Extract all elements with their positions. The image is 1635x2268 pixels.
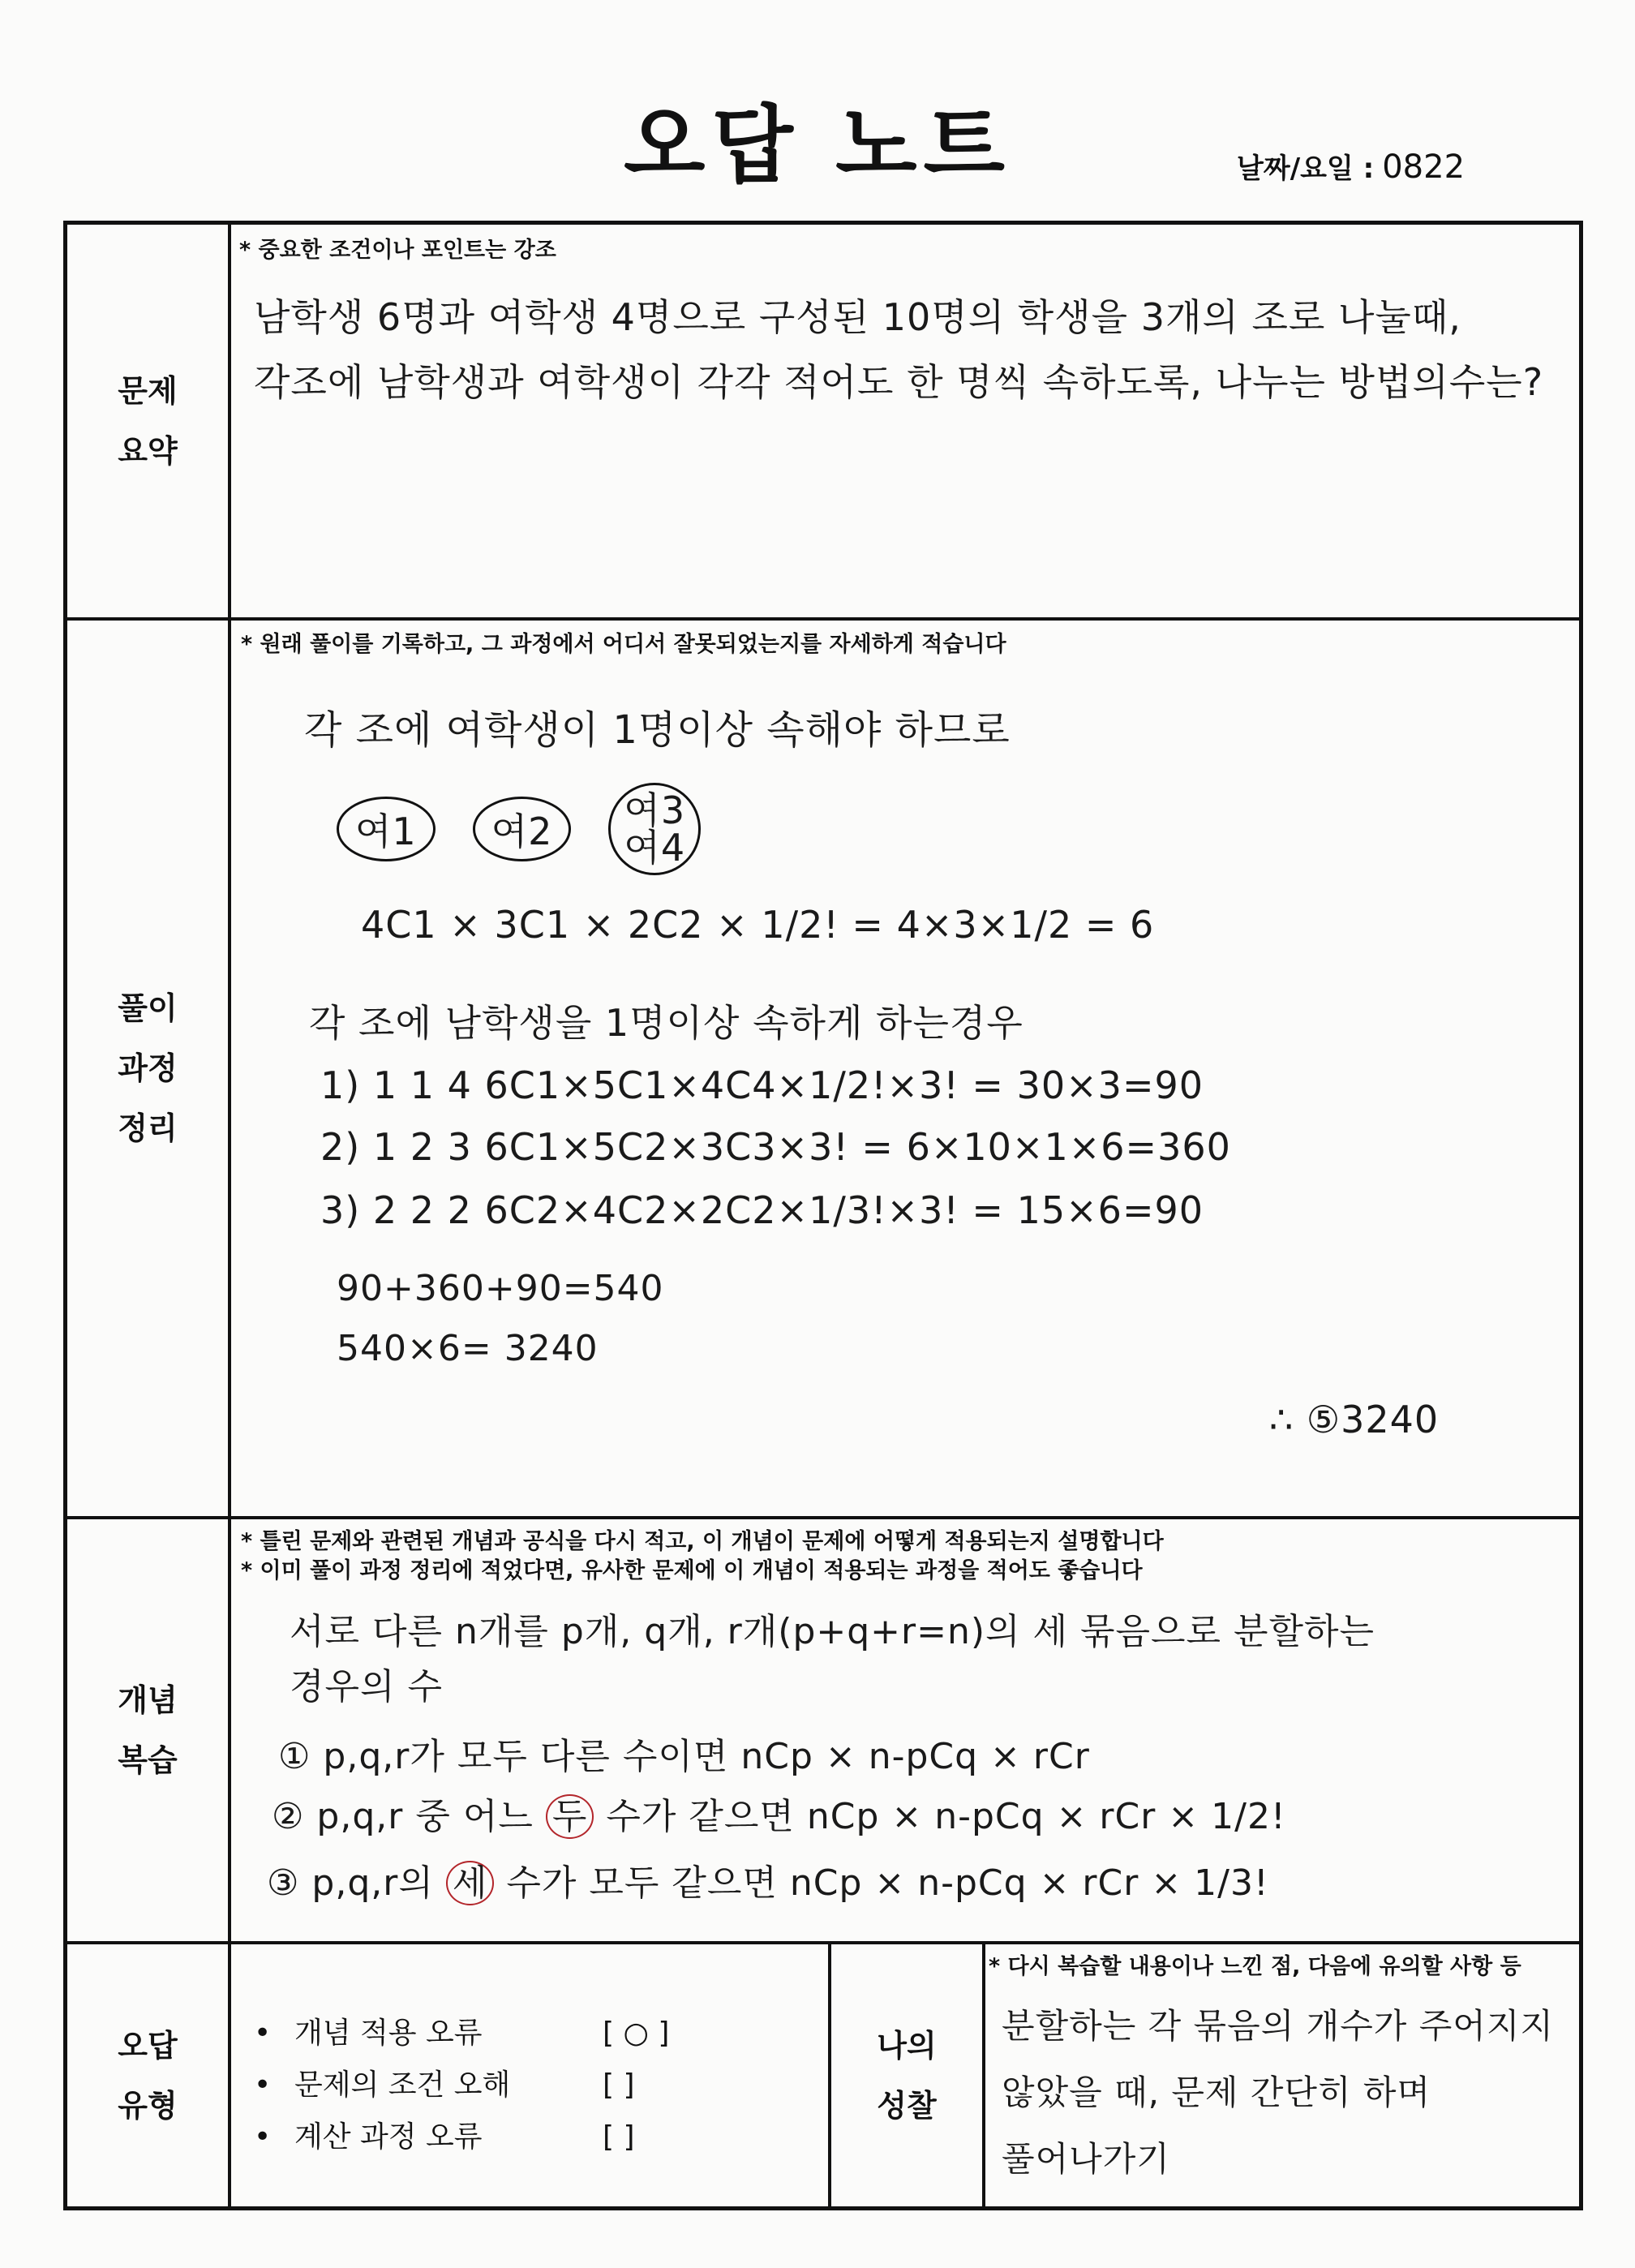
- column-divider: [982, 1944, 985, 2206]
- solution-content: [231, 621, 1579, 1516]
- concept-content: [231, 1519, 1579, 1941]
- solution-line-2: 각 조에 남학생을 1명이상 속하게 하는경우: [309, 1001, 1023, 1045]
- concept-item-2: [272, 1787, 1286, 1839]
- reflection-hint: * 다시 복습할 내용이나 느낀 점, 다음에 유의할 사항 등: [989, 1954, 1521, 1979]
- solution-label: [67, 621, 231, 1516]
- problem-label: [67, 225, 231, 617]
- concept-line-2: 경우의 수: [290, 1666, 444, 1707]
- solution-label-2: 과정: [118, 1050, 178, 1086]
- group-diagram: [337, 783, 738, 875]
- error-type-text: 개념 적용 오류: [294, 2017, 483, 2050]
- concept-label-top: 개념: [118, 1682, 178, 1718]
- error-type-label-top: 오답: [118, 2027, 178, 2064]
- reflection-line-1: 분할하는 각 묶음의 개수가 주어지지: [1002, 2006, 1554, 2046]
- problem-label-bottom: 요약: [118, 433, 178, 469]
- date-field: [1237, 146, 1465, 186]
- concept-line-1: 서로 다른 n개를 p개, q개, r개(p+q+r=n)의 세 묶음으로 분할하는: [290, 1611, 1375, 1652]
- case-line-1: 1) 1 1 4 6C1×5C1×4C4×1/2!×3! = 30×3=90: [320, 1063, 1204, 1107]
- solution-label-3: 정리: [118, 1110, 178, 1146]
- concept-item-2-circled: 두: [546, 1794, 594, 1839]
- group-circle-2: 여2: [473, 797, 572, 861]
- error-type-text: 문제의 조건 오해: [294, 2068, 511, 2102]
- problem-line-2: 각조에 남학생과 여학생이 각각 적어도 한 명씩 속하도록, 나누는 방법의수는?: [254, 360, 1544, 404]
- error-type-item: [254, 2060, 669, 2111]
- concept-label: [67, 1519, 231, 1941]
- group-circle-3: [608, 783, 701, 875]
- group-circle-3-top: 여3: [624, 788, 686, 832]
- problem-content: [231, 225, 1579, 617]
- error-type-label: [67, 1944, 231, 2206]
- reflection-line-2: 않았을 때, 문제 간단히 하며: [1002, 2073, 1431, 2112]
- problem-section: [67, 225, 1579, 621]
- concept-item-3: [267, 1853, 1269, 1905]
- error-reflection-section: [67, 1944, 1579, 2206]
- concept-item-2-post: 수가 같으면 nCp × n-pCq × rCr × 1/2!: [606, 1796, 1286, 1837]
- concept-item-3-post: 수가 모두 같으면 nCp × n-pCq × rCr × 1/3!: [506, 1862, 1269, 1904]
- concept-item-3-circled: 세: [446, 1861, 495, 1905]
- concept-hint-1: * 틀린 문제와 관련된 개념과 공식을 다시 적고, 이 개념이 문제에 어떻게 적용되는지 설명합니다: [241, 1529, 1164, 1554]
- error-type-checkbox[interactable]: [ ]: [603, 2068, 635, 2102]
- solution-line-1: 각 조에 여학생이 1명이상 속해야 하므로: [304, 707, 1011, 753]
- concept-item-3-pre: ③ p,q,r의: [267, 1862, 434, 1904]
- reflection-label-bottom: 성찰: [877, 2087, 937, 2124]
- problem-label-top: 문제: [118, 373, 178, 409]
- concept-section: [67, 1519, 1579, 1944]
- solution-label-1: 풀이: [118, 990, 178, 1026]
- concept-label-bottom: 복습: [118, 1742, 178, 1778]
- group-circle-1: 여1: [337, 797, 436, 861]
- final-answer: ∴ ⑤3240: [1269, 1398, 1440, 1441]
- page-title: 오답 노트: [623, 96, 1012, 195]
- total-line: 540×6= 3240: [337, 1328, 599, 1369]
- note-sheet: [63, 221, 1583, 2210]
- reflection-label: [831, 1944, 982, 2206]
- bullet: •: [254, 2068, 272, 2102]
- bullet: •: [254, 2120, 272, 2154]
- problem-line-1: 남학생 6명과 여학생 4명으로 구성된 10명의 학생을 3개의 조로 나눌때,: [254, 295, 1461, 339]
- reflection-line-3: 풀어나가기: [1002, 2139, 1170, 2179]
- group-circle-3-bottom: 여4: [624, 826, 686, 870]
- solution-hint: * 원래 풀이를 기록하고, 그 과정에서 어디서 잘못되었는지를 자세하게 적습니다: [241, 632, 1006, 657]
- error-type-item: [254, 2111, 669, 2163]
- error-type-checkbox[interactable]: [ ○ ]: [603, 2017, 670, 2050]
- reflection-label-top: 나의: [877, 2027, 937, 2064]
- date-value: 0822: [1382, 148, 1465, 186]
- error-type-content: [231, 1944, 1579, 2206]
- problem-hint: * 중요한 조건이나 포인트는 강조: [239, 238, 556, 263]
- concept-hint-2: * 이미 풀이 과정 정리에 적었다면, 유사한 문제에 이 개념이 적용되는 과정을 적어도 좋습니다: [241, 1558, 1143, 1583]
- solution-section: [67, 621, 1579, 1519]
- case-line-3: 3) 2 2 2 6C2×4C2×2C2×1/3!×3! = 15×6=90: [320, 1188, 1204, 1232]
- concept-item-1: ① p,q,r가 모두 다른 수이면 nCp × n-pCq × rCr: [278, 1736, 1090, 1777]
- bullet: •: [254, 2017, 272, 2050]
- concept-item-2-pre: ② p,q,r 중 어느: [272, 1796, 534, 1837]
- case-line-2: 2) 1 2 3 6C1×5C2×3C3×3! = 6×10×1×6=360: [320, 1125, 1231, 1169]
- sum-line: 90+360+90=540: [337, 1268, 664, 1309]
- error-type-item: [254, 2008, 669, 2060]
- error-type-checkbox[interactable]: [ ]: [603, 2120, 635, 2154]
- error-type-label-bottom: 유형: [118, 2087, 178, 2124]
- date-label: 날짜/요일 :: [1237, 152, 1375, 185]
- error-type-text: 계산 과정 오류: [294, 2120, 483, 2154]
- calc-line-1: 4C1 × 3C1 × 2C2 × 1/2! = 4×3×1/2 = 6: [361, 903, 1155, 947]
- error-type-list: [254, 2008, 669, 2163]
